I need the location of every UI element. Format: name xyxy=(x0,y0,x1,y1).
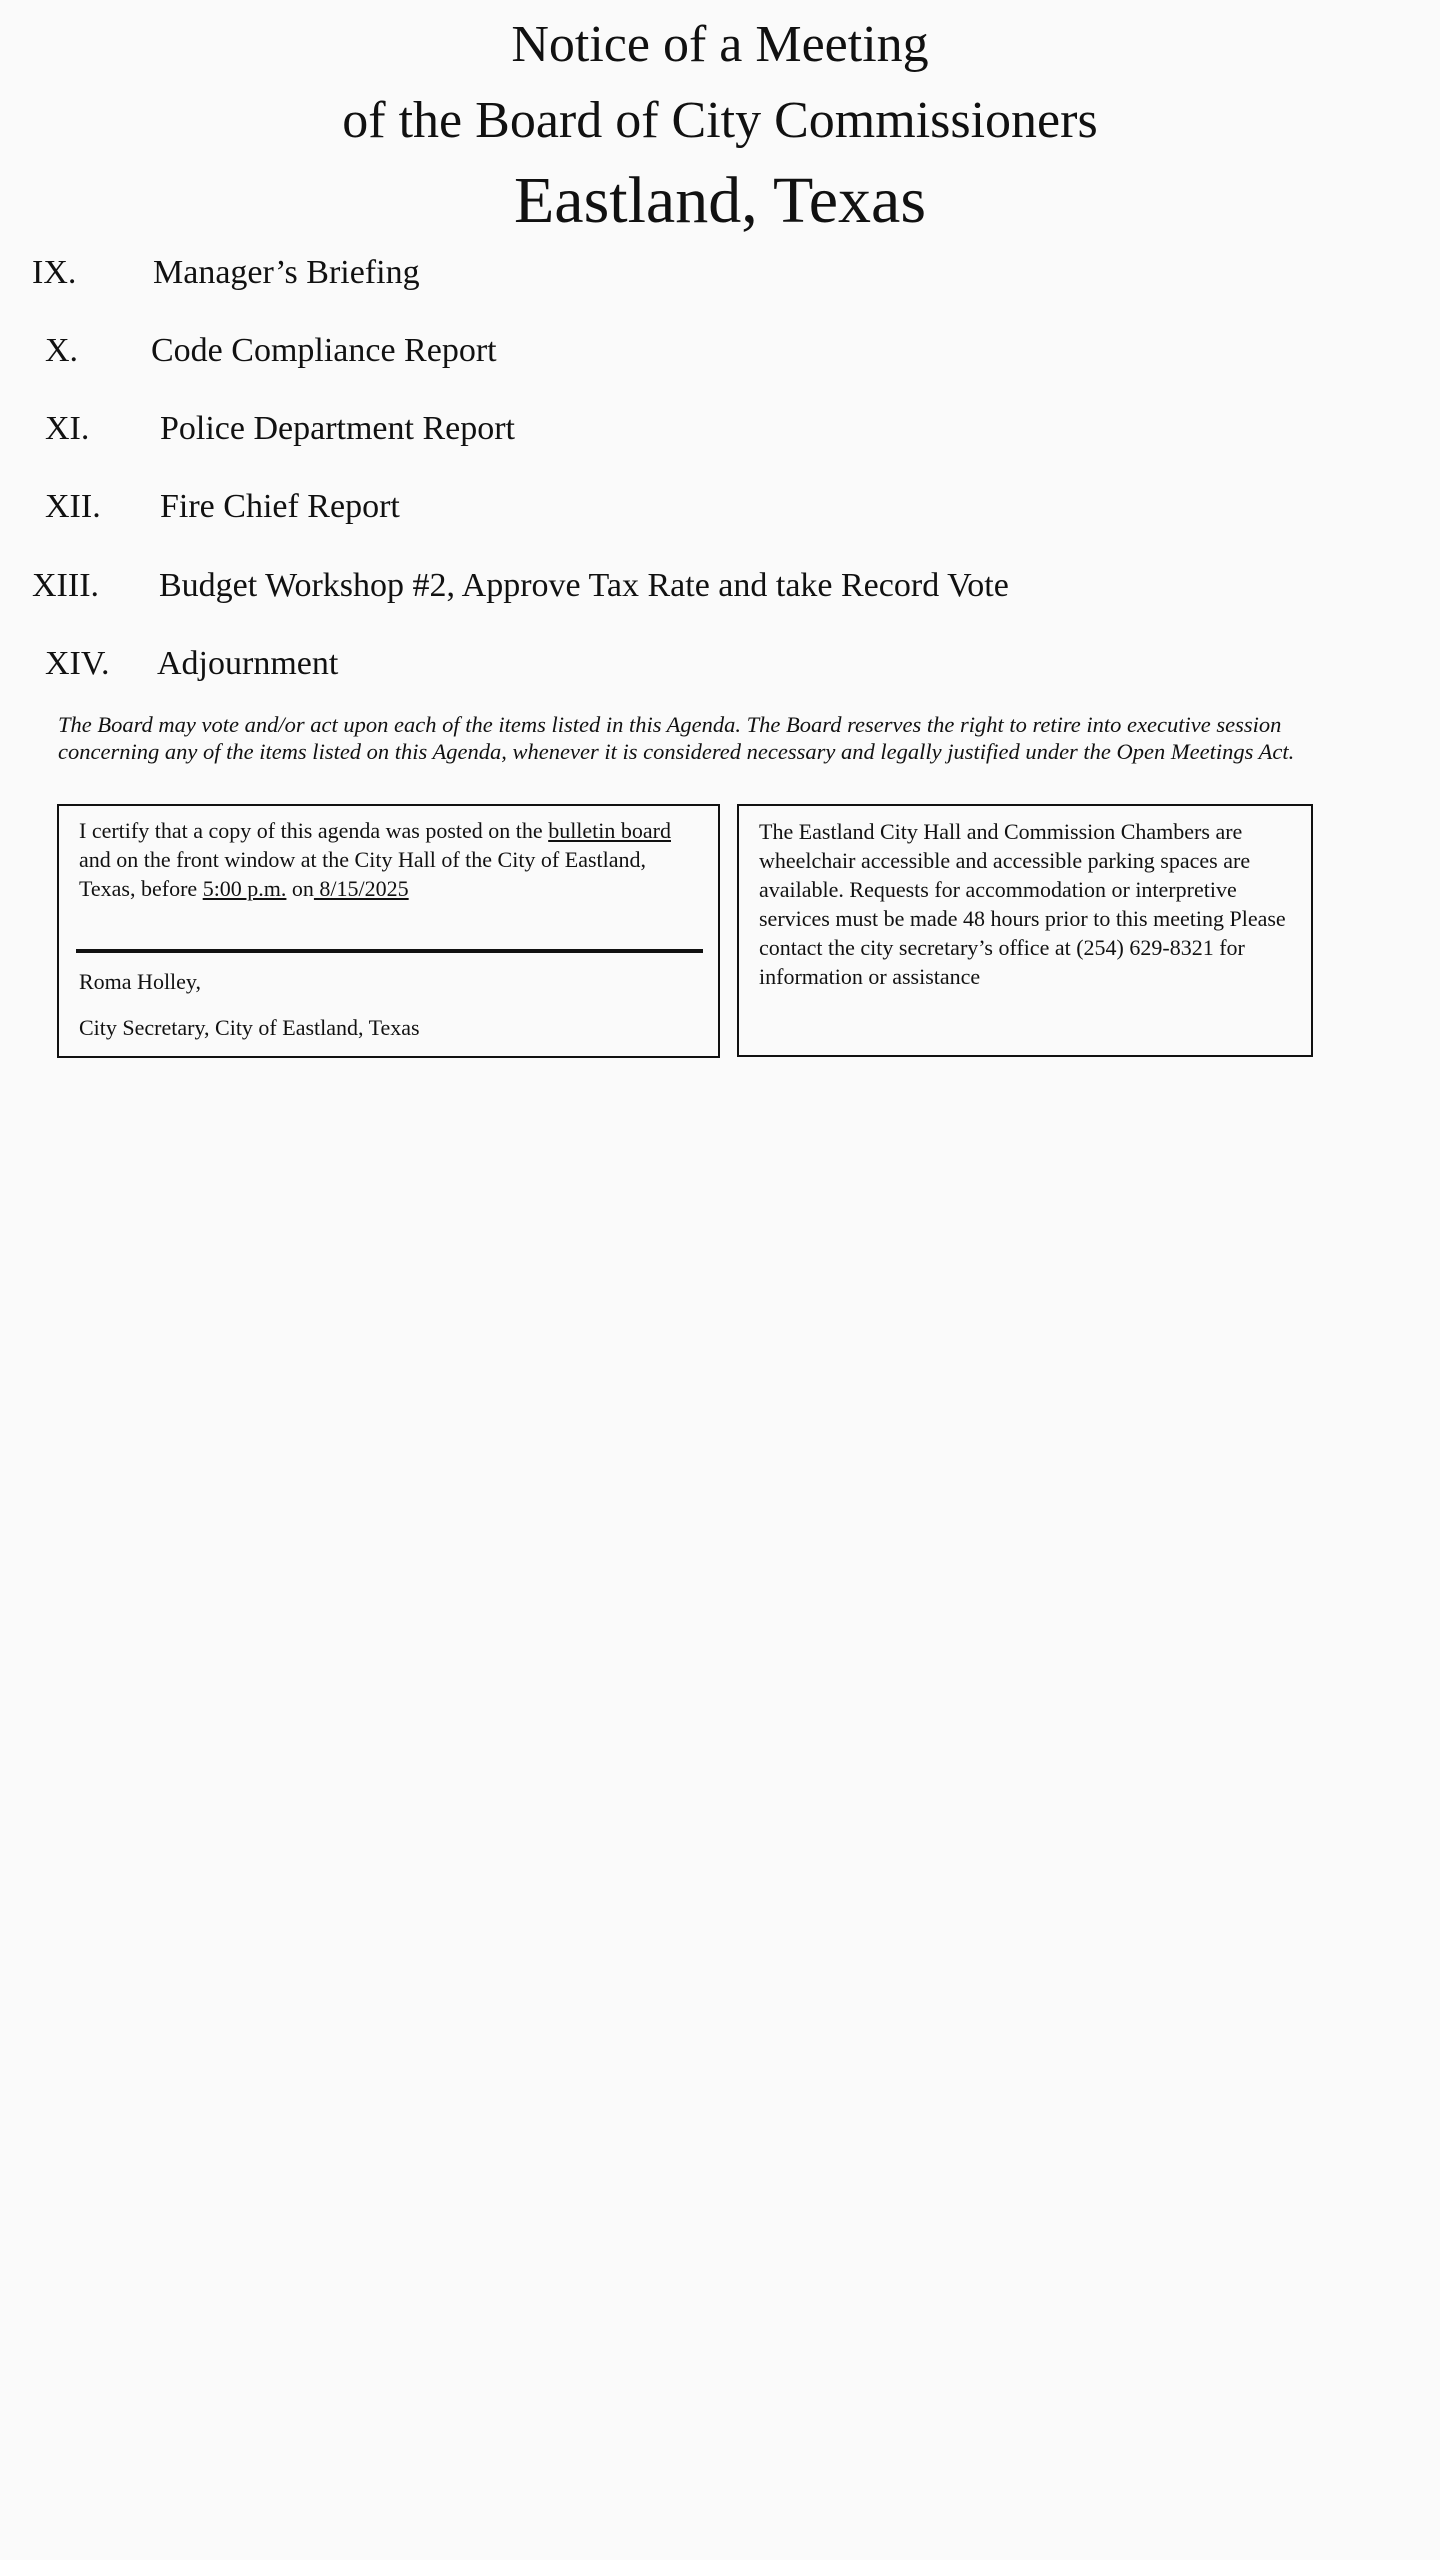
accessibility-notice: The Eastland City Hall and Commission Chambers are wheelchair accessible and accessible parking spaces are available. Requests for accommodation or interpretive services must be made 48 hours prior to this meeting Please contact the city secretary’s office at (254) 629-8321 for information or assistance xyxy=(759,819,1286,989)
open-meetings-disclaimer xyxy=(58,711,1388,765)
agenda-item-label: Manager’s Briefing xyxy=(153,254,420,291)
agenda-item-label: Fire Chief Report xyxy=(160,488,400,525)
agenda-item-number: X. xyxy=(45,332,79,369)
notice-title: Notice of a Meeting xyxy=(511,16,929,73)
certification-text: I certify that a copy of this agenda was posted on the xyxy=(79,818,549,843)
posting-time: 5:00 p.m. xyxy=(202,876,287,901)
agenda-item-label: Code Compliance Report xyxy=(151,332,497,369)
agenda-item-number: IX. xyxy=(32,254,77,291)
certification-box xyxy=(57,804,720,1058)
posting-location: bulletin board xyxy=(548,818,671,843)
agenda-item-label: Police Department Report xyxy=(160,410,516,447)
certification-text: on xyxy=(286,876,314,901)
accessibility-box xyxy=(737,804,1313,1057)
agenda-item-label: Adjournment xyxy=(157,645,339,682)
disclaimer-line: concerning any of the items listed on this Agenda, whenever it is considered necessary and legally justified under the Open Meetings Act. xyxy=(58,739,1295,764)
agenda-item-number: XI. xyxy=(45,410,90,447)
agenda-item-label: Budget Workshop #2, Approve Tax Rate and take Record Vote xyxy=(159,567,1009,604)
certification-statement xyxy=(79,816,704,903)
disclaimer-line: The Board may vote and/or act upon each of the items listed in this Agenda. The Board reserves the right to retire into executive session xyxy=(58,712,1282,737)
agenda-item-number: XII. xyxy=(45,488,101,525)
signer-title: City Secretary, City of Eastland, Texas xyxy=(79,1015,420,1040)
board-title: of the Board of City Commissioners xyxy=(342,92,1098,149)
posting-date: 8/15/2025 xyxy=(313,876,409,901)
signer-name: Roma Holley, xyxy=(79,969,201,994)
certification-text: and on the front window at the City Hall of the City of Eastland, Texas, before xyxy=(79,847,647,901)
signature-line xyxy=(76,949,703,953)
city-title: Eastland, Texas xyxy=(513,164,927,237)
agenda-item-number: XIV. xyxy=(45,645,110,682)
agenda-item-number: XIII. xyxy=(32,567,100,604)
